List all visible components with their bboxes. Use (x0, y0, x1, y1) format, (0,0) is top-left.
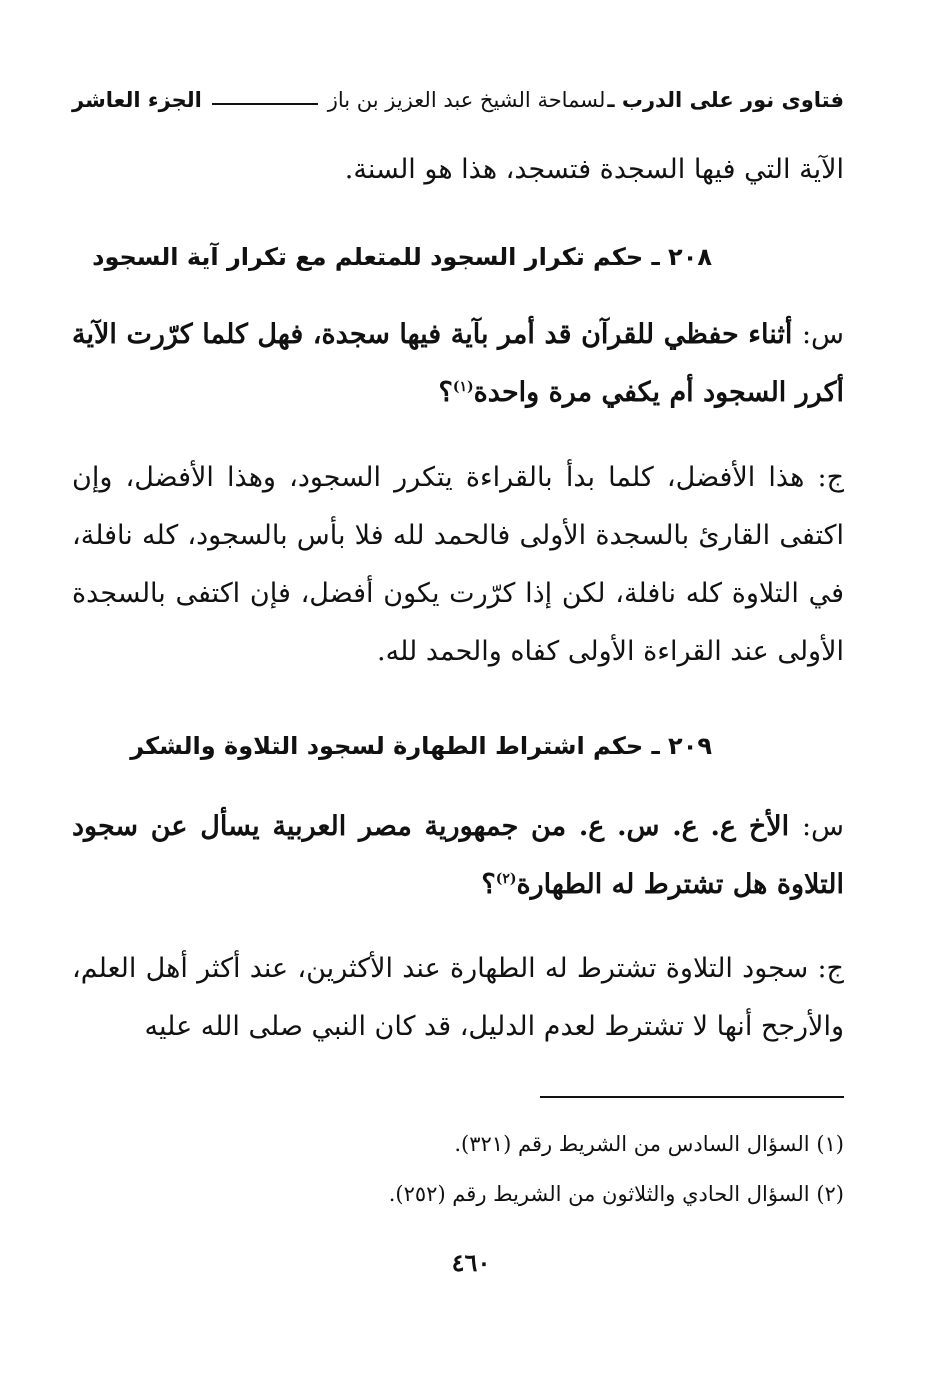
fatwa-208-question (72, 306, 844, 422)
footnote-ref-1: (١) (452, 379, 474, 395)
footnote-1: (١) السؤال السادس من الشريط رقم (٣٢١). (454, 1132, 844, 1156)
fatwa-208-answer: ج: هذا الأفضل، كلما بدأ بالقراءة يتكرر السجود، وهذا الأفضل، وإن اكتفى القارئ بالسجدة الأولى فالحمد لله فلا بأس بالسجود، كله نافلة، في التلاوة كله نافلة، لكن إذا كرّرت يكون أفضل، فإن اكتفى بالسجدة الأولى عند القراءة الأولى كفاه والحمد لله. (72, 462, 844, 667)
fatwa-209-question (72, 798, 844, 914)
fatwa-209-answer: ج: سجود التلاوة تشترط له الطهارة عند الأكثرين، عند أكثر أهل العلم، والأرجح أنها لا تشترط لعدم الدليل، قد كان النبي صلى الله عليه (72, 953, 844, 1042)
page-number: ٤٦٠ (451, 1248, 491, 1277)
book-title: فتاوى نور على الدرب ـ (607, 88, 844, 112)
header-rule (212, 103, 318, 105)
footnote-ref-2: (٢) (495, 871, 517, 887)
question-mark: ؟ (438, 377, 453, 408)
question-mark: ؟ (481, 869, 496, 900)
continuation-line: الآية التي فيها السجدة فتسجد، هذا هو السنة. (344, 154, 844, 185)
fatwa-209-heading: ٢٠٩ ـ حكم اشتراط الطهارة لسجود التلاوة والشكر (130, 732, 712, 760)
question-text: أثناء حفظي للقرآن قد أمر بآية فيها سجدة، فهل كلما كرّرت الآية أكرر السجود أم يكفي مرة واحدة (72, 319, 844, 408)
scholar-name: لسماحة الشيخ عبد العزيز بن باز (327, 88, 606, 112)
volume-part: الجزء العاشر (72, 88, 202, 112)
question-label: س: (801, 811, 844, 842)
question-label: س: (801, 319, 845, 350)
question-text: الأخ ع. ع. س. ع. من جمهورية مصر العربية يسأل عن سجود التلاوة هل تشترط له الطهارة (72, 811, 844, 900)
footnote-2: (٢) السؤال الحادي والثلاثون من الشريط رقم (٢٥٢). (388, 1182, 844, 1206)
fatwa-208-heading: ٢٠٨ ـ حكم تكرار السجود للمتعلم مع تكرار آية السجود (92, 243, 712, 271)
running-header (72, 78, 844, 122)
footnote-separator (540, 1096, 844, 1098)
